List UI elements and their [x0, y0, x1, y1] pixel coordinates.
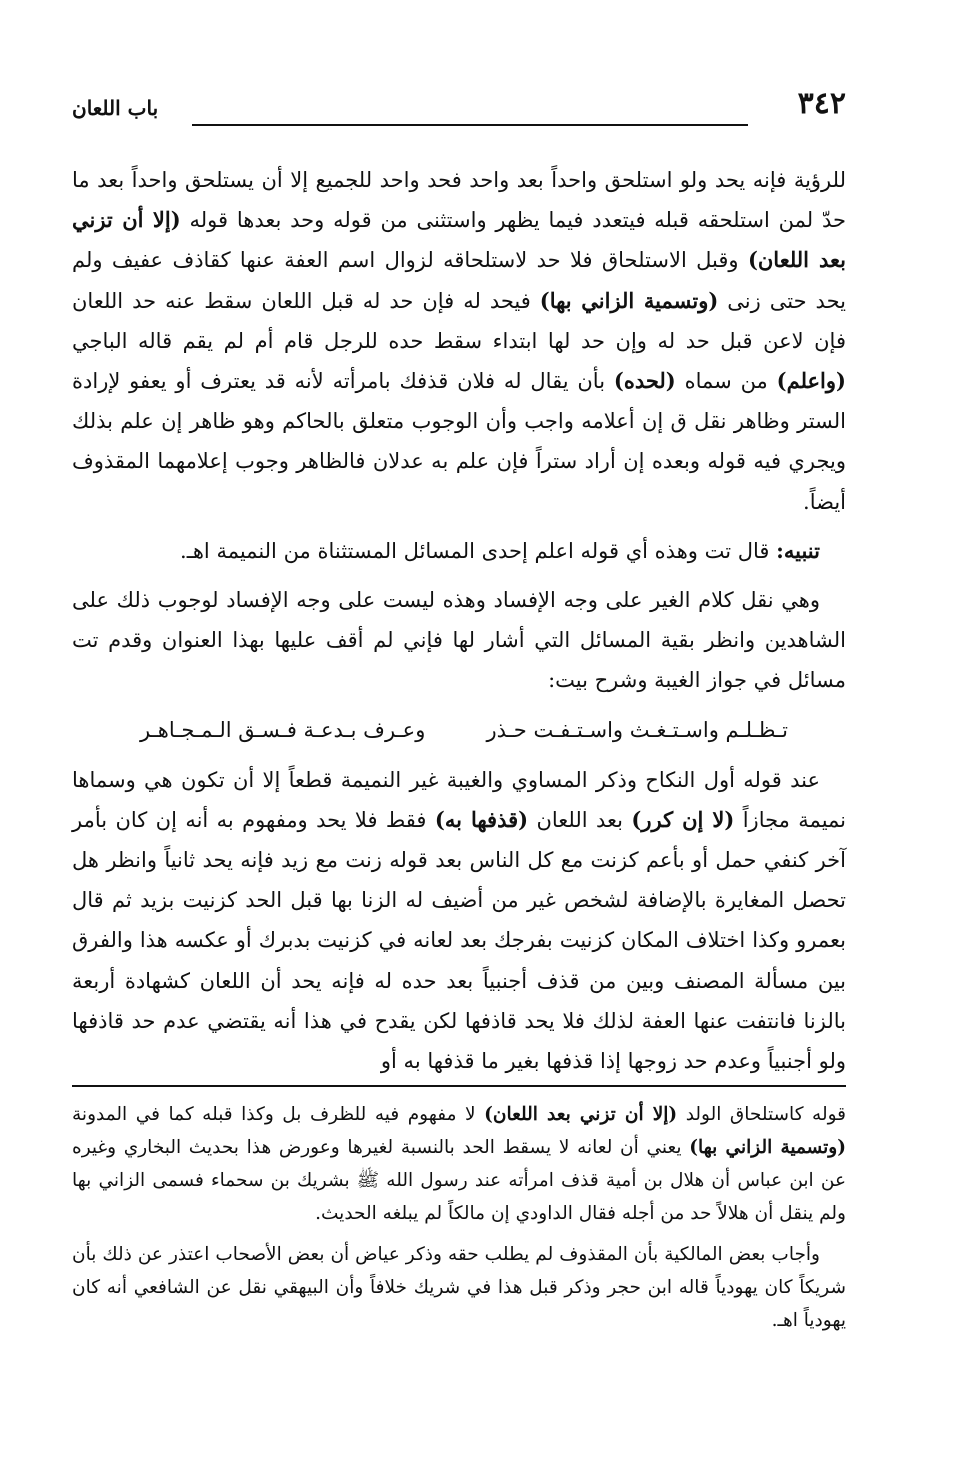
- main-paragraph-1: [72, 160, 846, 522]
- bold-quote: (لحده): [613, 368, 676, 394]
- text-run: بعد اللعان: [536, 807, 624, 832]
- main-paragraph-3: وهي نقل كلام الغير على وجه الإفساد وهذه ليست على وجه الإفساد لوجوب ذلك على الشاهدين وانظر بقية المسائل التي أشار لها فإني لم أقف عليها بهذا العنوان وقدم تت مسائل في جواز الغيبة وشرح بيت:: [72, 588, 846, 693]
- bold-quote: (وتسمية الزاني بها): [689, 1137, 846, 1158]
- text-run: عند قوله أول النكاح وذكر المساوي والغيبة غير النميمة قطعاً إلا أن تكون هي وسماها نميمة مجازاً: [72, 767, 847, 832]
- text-run: فيحد له فإن حد له قبل اللعان سقط عنه حد اللعان فإن لاعن قبل حد له وإن حد لها ابتداء سقط حده للرجل قام أم لم يقم قاله الباجي: [72, 288, 846, 353]
- text-run: بأن يقال له فلان قذفك بامرأته لأنه قد يعترف أو يعفو لإرادة الستر وظاهر نقل ق إن أعلامه واجب وأن الوجوب متعلق بالحاكم وهو ظاهر إن علم بذلك ويجري فيه قوله وبعده إن أراد ستراً فإن علم به عدلان فالظاهر وجوب إعلامهما المقذوف أيضاً.: [72, 369, 846, 514]
- running-title: باب اللعان: [72, 96, 159, 120]
- bold-quote: (واعلم): [776, 368, 846, 394]
- bold-quote: (لا إن كرر): [631, 806, 735, 832]
- bold-quote: (وتسمية الزاني بها): [539, 287, 719, 313]
- text-run: وقبل الاستلحاق فلا حد لاستلحاقه لزوال اسم العفة عنها كقاذف عفيف ولم يحد حتى زنى: [72, 248, 846, 313]
- header-rule: [192, 124, 748, 126]
- page-number: ٣٤٢: [797, 86, 846, 121]
- text-run: للرؤية فإنه يحد ولو استلحق واحداً بعد واحد فحد واحد للجميع إلا أن يستلحق واحداً بعد ما حدّ لمن استلحقه قبله فيتعدد فيما يظهر واستثنى من قوله وحد بعدها قوله: [72, 168, 846, 233]
- main-paragraph-4: [72, 760, 846, 1082]
- footnote-paragraph-2: وأجاب بعض المالكية بأن المقذوف لم يطلب حقه وذكر عياض أن بعض الأصحاب اعتذر عن ذلك بأن شريكاً كان يهودياً قاله ابن حجر وذكر قبل هذا في شريك خلافاً وأن البيهقي نقل عن الشافعي أنه كان يهودياً اهـ.: [72, 1244, 846, 1331]
- note-label: تنبيه:: [776, 537, 820, 563]
- note-paragraph: [72, 531, 846, 571]
- bold-quote: (قذفها به): [434, 806, 529, 832]
- poetry-verse: [140, 710, 788, 750]
- footnote-divider: [72, 1085, 846, 1087]
- verse-first-hemistich: تـظـلـم واسـتـغـث واسـتـفـت حـذر: [486, 717, 788, 742]
- text-run: من سماه: [684, 369, 768, 394]
- main-text: [72, 160, 846, 1090]
- page-header: [72, 84, 846, 134]
- bold-quote: (إلا أن تزني بعد اللعان): [484, 1104, 678, 1125]
- text-run: قال تت وهذه أي قوله اعلم إحدى المسائل المستثناة من النميمة اهـ.: [180, 538, 770, 563]
- footnotes: [72, 1098, 846, 1345]
- bold-quote: (إلا أن تزني بعد اللعان): [72, 207, 846, 273]
- footnote-paragraph-1: [72, 1098, 846, 1230]
- verse-second-hemistich: وعـرف بـدعـة فـسـق الـمـجـاهـر: [140, 717, 426, 742]
- text-run: قوله كاستلحاق الولد: [685, 1104, 846, 1125]
- text-run: لا مفهوم فيه للظرف بل وكذا قبله كما في المدونة: [72, 1104, 476, 1125]
- text-run: يعني أن لعانه لا يسقط الحد بالنسبة لغيرها وعورض هذا بحديث البخاري وغيره عن ابن عباس أن هلال بن أمية قذف امرأته عند رسول الله ﷺ بشريك بن سحماء فسمى الزاني بها ولم ينقل أن هلالاً حد من أجله فقال الداودي إن مالكاً لم يبلغه الحديث.: [72, 1137, 846, 1224]
- text-run: فقط فلا يحد ومفهوم به أنه إن كان بأمر آخر كنفي حمل أو بأعم كزنت مع كل الناس بعد قوله زنت مع زيد فإنه يحد ثانياً وانظر هل تحصل المغايرة بالإضافة لشخص غير من أضيف له الزنا بها قبل الحد كزنيت بزيد ثم قال بعمرو وكذا اختلاف المكان كزنيت بفرجك بعد لعانه في كزنيت بدبرك أو عكسه هذا والفرق بين مسألة المصنف وبين من قذف أجنبياً بعد حده له فإنه يحد أن اللعان كشهادة أربعة بالزنا فانتفت عنها العفة لذلك فلا يحد قاذفها لكن يقدح في هذا أنه يقتضي عدم حد قاذفها ولو أجنبياً وعدم حد زوجها إذا قذفها بغير ما قذفها به أو: [72, 807, 846, 1074]
